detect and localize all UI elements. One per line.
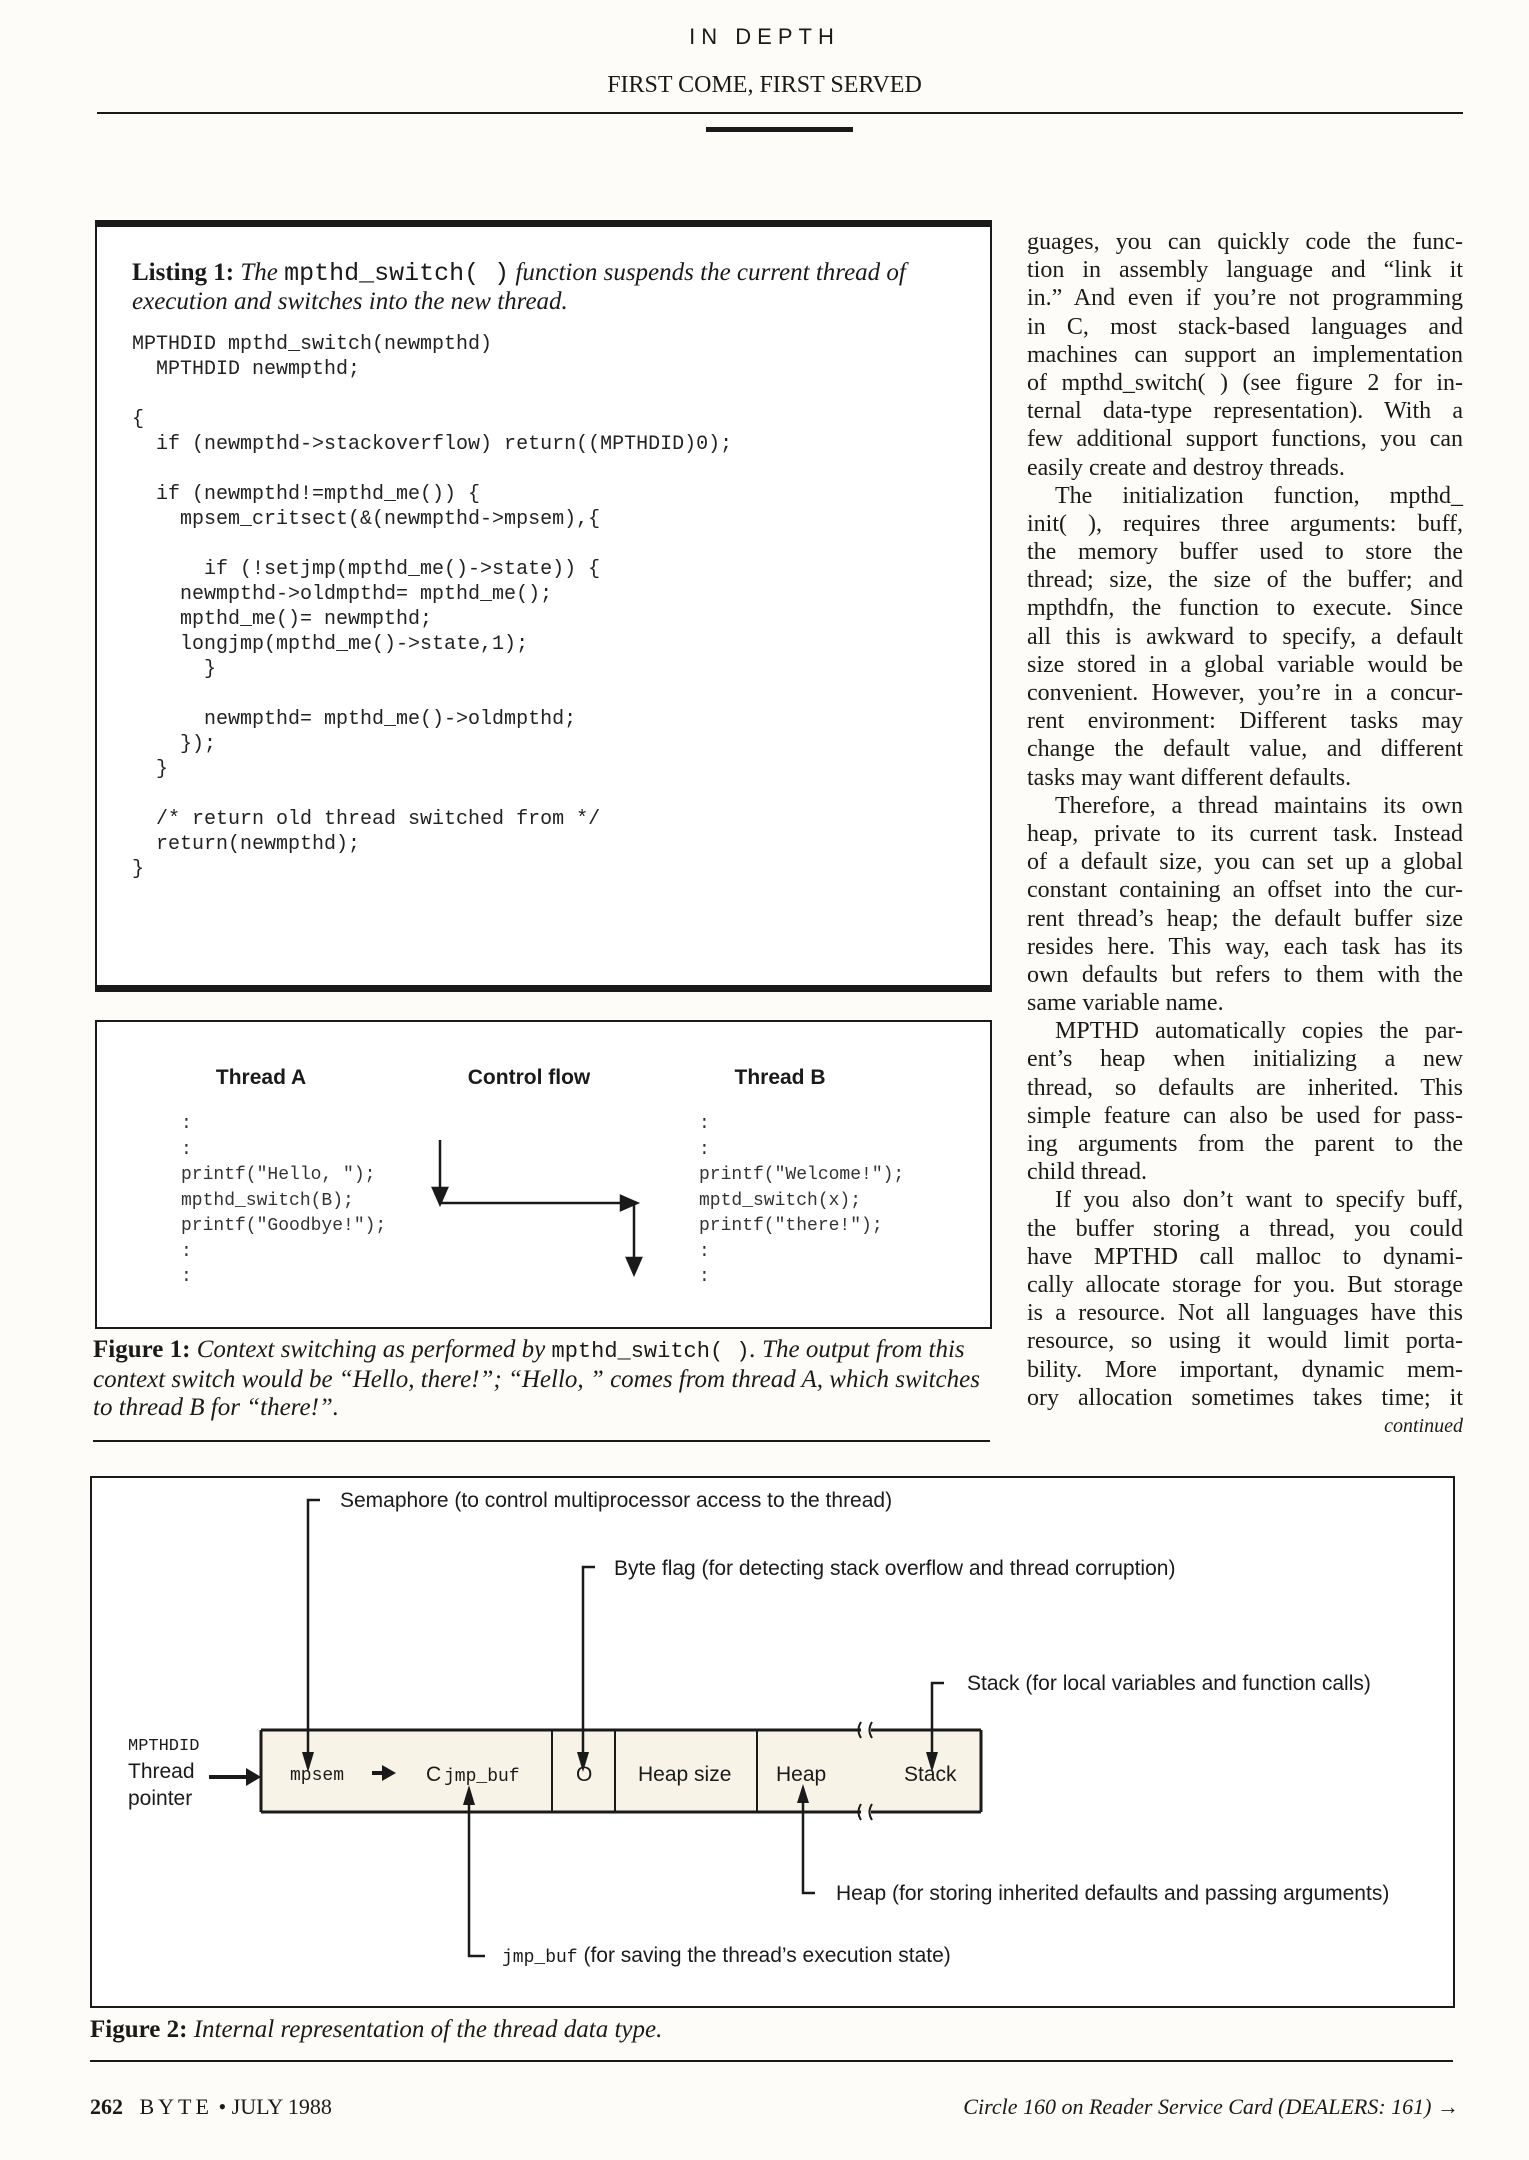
- cell-c: C: [426, 1763, 442, 1786]
- body-text-line: change the default value, and different: [1027, 736, 1463, 763]
- body-text-line: thread, so defaults are inherited. This: [1027, 1074, 1463, 1101]
- body-text-line: size stored in a global variable would be: [1027, 651, 1463, 678]
- jmpbuf-note-code: jmp_buf: [502, 1948, 578, 1968]
- listing-1: [95, 220, 992, 992]
- body-text-line: resides here. This way, each task has its: [1027, 933, 1463, 960]
- body-text-line: rent environment: Different tasks may: [1027, 708, 1463, 735]
- body-text-line: thread; size, the size of the buffer; and: [1027, 567, 1463, 594]
- body-text-line: child thread.: [1027, 1159, 1147, 1186]
- arrow-right-icon: →: [1437, 2094, 1459, 2119]
- figure-2-caption-text: Internal representation of the thread data type.: [193, 2016, 663, 2043]
- listing-caption-text-2: function suspends the current thread of execution and switches into the new thread.: [132, 259, 906, 315]
- body-text-line: in C, most stack-based languages and: [1027, 313, 1463, 340]
- figure-1-caption-text-2: . The output from this context switch would be “Hello, there!”; “Hello, ” comes from thread A, which switches to thread B for “there!”.: [93, 1336, 980, 1421]
- body-text-line: bility. More important, dynamic mem-: [1027, 1356, 1463, 1383]
- figure-2-label: Figure 2:: [90, 2016, 188, 2043]
- body-text-column: [1027, 228, 1463, 1440]
- arrowhead-a: [433, 1188, 447, 1204]
- figure-2: [90, 1476, 1455, 2008]
- figure-1-caption-text: Context switching as performed by: [196, 1336, 552, 1363]
- control-flow-heading: Control flow: [467, 1066, 591, 1089]
- body-text-line: Therefore, a thread maintains its own: [1055, 792, 1463, 819]
- body-text-line: of mpthd_switch( ) (see figure 2 for in-: [1027, 369, 1463, 396]
- cell-jmpbuf: jmp_buf: [444, 1767, 520, 1787]
- body-text-line: the memory buffer used to store the: [1027, 539, 1463, 566]
- pointer-type-label: MPTHDID: [128, 1737, 200, 1756]
- cell-stack: Stack: [904, 1763, 957, 1786]
- jmpbuf-note: [502, 1944, 951, 1968]
- control-flow-arrows: [97, 1022, 990, 1327]
- body-text-line: constant containing an offset into the cur-: [1027, 877, 1463, 904]
- figure-1-rule: [93, 1440, 990, 1442]
- body-text-line: have MPTHD call malloc to dynami-: [1027, 1243, 1463, 1270]
- jmpbuf-leader: [469, 1790, 485, 1956]
- listing-label: Listing 1:: [132, 259, 235, 286]
- page-number: 262: [90, 2094, 123, 2119]
- body-text-line: the buffer storing a thread, you could: [1027, 1215, 1463, 1242]
- magazine-name: BYTE: [139, 2094, 213, 2119]
- body-text-line: easily create and destroy threads.: [1027, 454, 1345, 481]
- figure-1: [95, 1020, 992, 1329]
- figure-1-caption-code: mpthd_switch( ): [551, 1339, 750, 1364]
- thread-b-heading: Thread B: [734, 1066, 826, 1089]
- footer-folio: [90, 2094, 332, 2120]
- listing-caption-code: mpthd_switch( ): [284, 259, 510, 288]
- body-text-line: MPTHD automatically copies the par-: [1055, 1018, 1463, 1045]
- continued-label: continued: [1384, 1414, 1463, 1437]
- body-text-line: ory allocation sometimes takes time; it: [1027, 1384, 1463, 1411]
- cell-byte-flag: O: [576, 1763, 593, 1786]
- body-text-line: simple feature can also be used for pass-: [1027, 1102, 1463, 1129]
- figure-2-caption: [90, 2016, 662, 2044]
- body-text-line: few additional support functions, you can: [1027, 426, 1463, 453]
- figure-1-caption: [93, 1336, 993, 1422]
- arrowhead-b: [627, 1258, 641, 1274]
- body-text-line: tion in assembly language and “link it: [1027, 257, 1463, 284]
- byte-flag-label: Byte flag (for detecting stack overflow and thread corruption): [614, 1557, 1176, 1580]
- cell-mpsem: mpsem: [290, 1766, 345, 1786]
- thread-pointer-label-2: pointer: [128, 1787, 193, 1810]
- figure-1-label: Figure 1:: [93, 1336, 191, 1363]
- body-text-line: ent’s heap when initializing a new: [1027, 1046, 1463, 1073]
- body-text-line: ing arguments from the parent to the: [1027, 1131, 1463, 1157]
- thread-record: [261, 1730, 981, 1812]
- cell-heap-size: Heap size: [638, 1763, 732, 1786]
- thread-pointer-label-1: Thread: [128, 1760, 195, 1783]
- body-text-line: same variable name.: [1027, 990, 1224, 1017]
- body-text-line: ternal data-type representation). With a: [1027, 398, 1463, 425]
- body-text-line: all this is awkward to specify, a default: [1027, 623, 1463, 650]
- body-text-line: guages, you can quickly code the func-: [1027, 229, 1463, 255]
- body-text-line: heap, private to its current task. Instead: [1027, 820, 1463, 847]
- thread-a-code: : : printf("Hello, "); mpthd_switch(B); printf("Goodbye!"); : :: [181, 1114, 387, 1287]
- listing-caption: [132, 259, 952, 316]
- body-text-line: mpthdfn, the function to execute. Since: [1027, 595, 1463, 622]
- listing-code: MPTHDID mpthd_switch(newmpthd) MPTHDID newmpthd; { if (newmpthd->stackoverflow) return((MPTHDID)0); if (newmpthd!=mpthd_me()) { mpsem_critsect(&(newmpthd->mpsem),{ if (!setjmp(mpthd_me()->state)) { newmpthd->oldmpthd= mpthd_me(); mpthd_me()= newmpthd; longjmp(mpthd_me()->state,1); } newmpthd= mpthd_me()->oldmpthd; }); } /* return old thread switched from */ return(newmpthd); }: [132, 333, 733, 881]
- stack-note-label: Stack (for local variables and function calls): [967, 1672, 1371, 1695]
- body-text-line: resource, so using it would limit porta-: [1027, 1328, 1463, 1355]
- body-text-line: The initialization function, mpthd_: [1055, 482, 1463, 509]
- article-title: FIRST COME, FIRST SERVED: [607, 72, 922, 98]
- jmpbuf-note-text: (for saving the thread’s execution state): [577, 1944, 951, 1967]
- body-text-line: machines can support an implementation: [1027, 341, 1463, 368]
- cell-heap: Heap: [776, 1763, 827, 1786]
- thread-a-heading: Thread A: [215, 1066, 307, 1089]
- semaphore-label: Semaphore (to control multiprocessor access to the thread): [340, 1489, 893, 1512]
- body-text-line: convenient. However, you’re in a concur-: [1027, 680, 1463, 706]
- body-text-line: tasks may want different defaults.: [1027, 764, 1352, 791]
- body-text-line: init( ), requires three arguments: buff,: [1027, 510, 1463, 537]
- body-text-line: of a default size, you can set up a global: [1027, 849, 1463, 876]
- listing-caption-text: The: [240, 259, 285, 286]
- header-rule: [97, 112, 1463, 114]
- body-text-line: cally allocate storage for you. But storage: [1027, 1271, 1463, 1298]
- body-text-line: If you also don’t want to specify buff,: [1055, 1187, 1463, 1214]
- reader-service-note[interactable]: [963, 2094, 1459, 2120]
- heap-note-label: Heap (for storing inherited defaults and passing arguments): [836, 1882, 1390, 1905]
- figure-2-rule: [90, 2060, 1453, 2062]
- footer-bullet: •: [218, 2094, 227, 2119]
- semaphore-leader: [308, 1500, 320, 1768]
- issue-date: JULY 1988: [231, 2094, 332, 2119]
- body-text-line: in.” And even if you’re not programming: [1027, 285, 1463, 312]
- header-bar: [706, 127, 853, 132]
- thread-b-code: : : printf("Welcome!"); mptd_switch(x); printf("there!"); : :: [699, 1114, 905, 1287]
- reader-service-text: Circle 160 on Reader Service Card (DEALERS: 161): [963, 2094, 1432, 2119]
- body-text-line: own defaults but refers to them with the: [1027, 961, 1463, 988]
- body-text-line: is a resource. Not all languages have this: [1027, 1300, 1463, 1327]
- section-label: IN DEPTH: [689, 24, 840, 49]
- body-text-line: rent thread’s heap; the default buffer size: [1027, 905, 1463, 932]
- thread-data-type-diagram: [90, 1476, 1453, 2006]
